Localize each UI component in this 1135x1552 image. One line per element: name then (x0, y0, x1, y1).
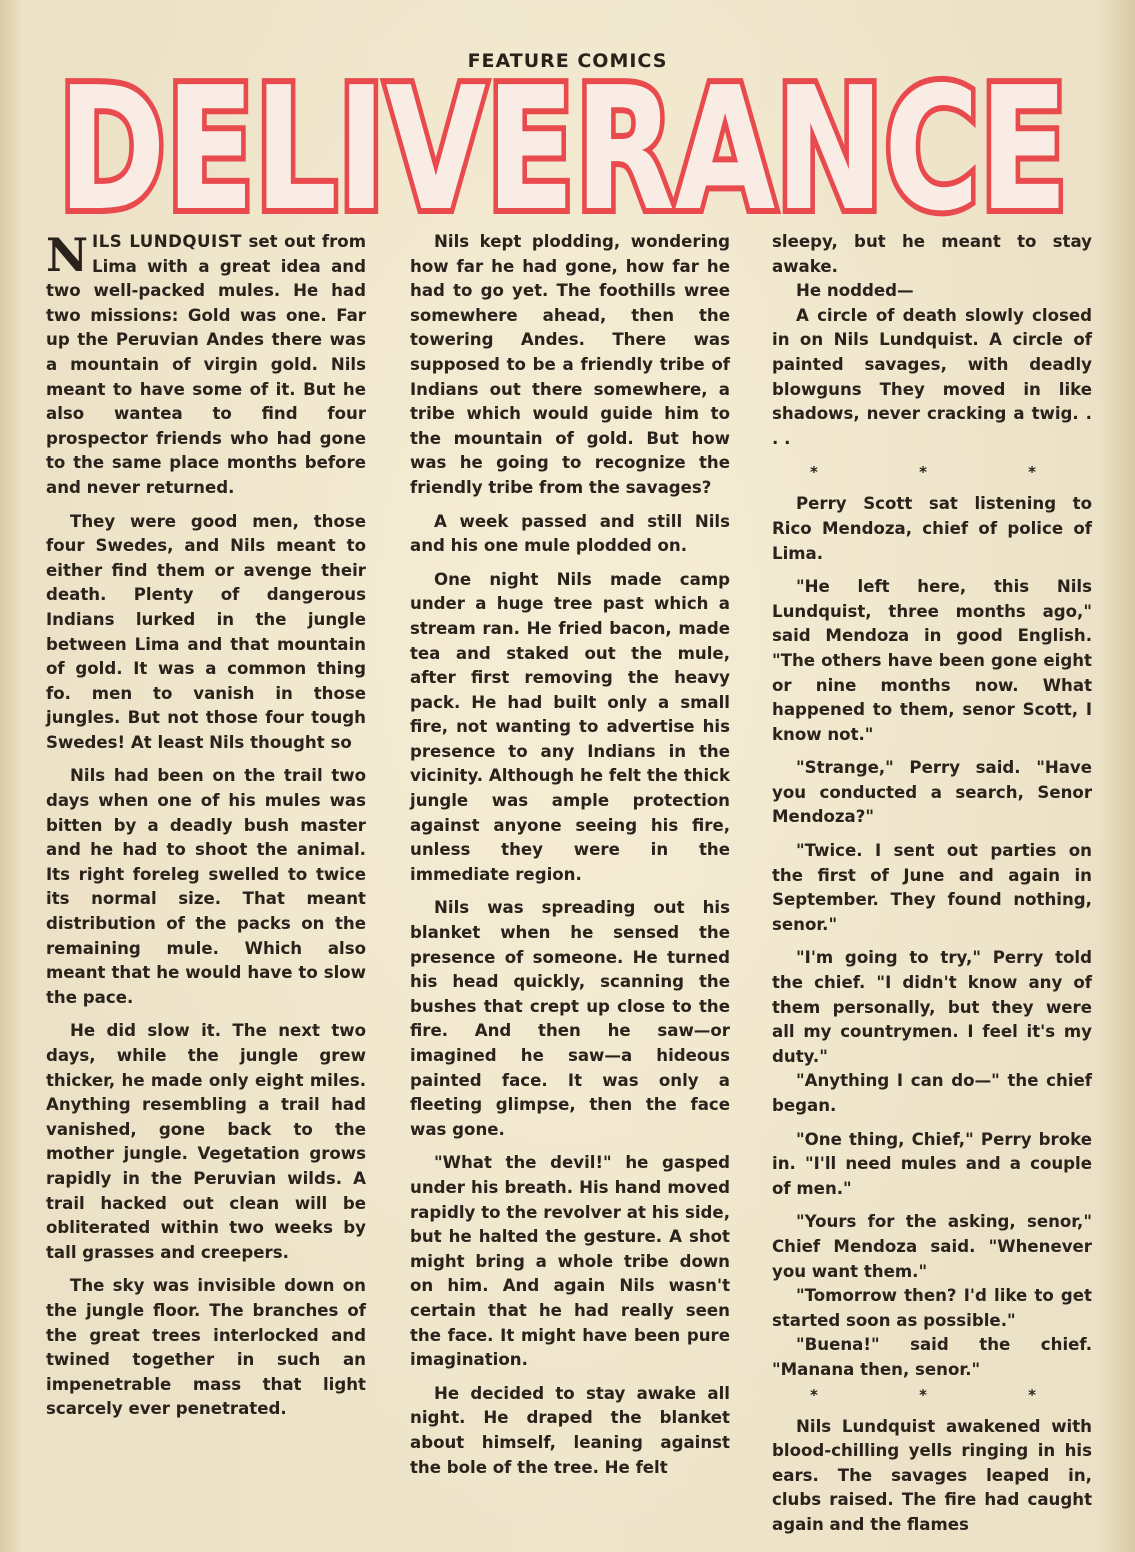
paragraph: He decided to stay awake all night. He draped the blanket about himself, leaning against the bole of the tree. He felt (410, 1383, 730, 1477)
paragraph: They were good men, those four Swedes, and Nils meant to either find them or avenge their death. Plenty of dangerous Indians lurked in the jungle between Lima and that mountain of gold. It was a common thing fo. men to vanish in those jungles. But not those four tough Swedes! At least Nils thought so (46, 511, 366, 752)
opening-caps: ILS LUNDQUIST (92, 232, 242, 251)
story-title-outline: DELIVERANCE (58, 58, 1068, 238)
text-column-3 (772, 230, 1092, 1547)
paragraph: "What the devil!" he gasped under his breath. His hand moved rapidly to the revolver at his side, but he halted the gesture. A shot might bring a whole tribe down on him. And again Nils wasn't certain that he had really seen the face. It might have been pure imagination. (410, 1153, 730, 1370)
paragraph: Nils had been on the trail two days when one of his mules was bitten by a deadly bush master and he had to shoot the animal. Its right foreleg swelled to twice its normal size. That meant distribution of the packs on the remaining mule. Which also meant that he would have to slow the pace. (46, 766, 366, 1007)
text-column-1 (46, 230, 366, 1431)
paragraph: He nodded— (796, 281, 914, 301)
section-separator: * * * (810, 463, 1084, 482)
paragraph: "Buena!" said the chief. "Manana then, senor." (772, 1335, 1092, 1379)
paragraph: "One thing, Chief," Perry broke in. "I'll need mules and a couple of men." (772, 1129, 1092, 1198)
story-body (46, 228, 1092, 1534)
paragraph-text: set out from Lima with a great idea and two well-packed mules. He had two missions: Gold was one. Far up the Peruvian Andes there was a mountain of virgin gold. Nils meant to have some of it. But he also wantea to find four prospector friends who had gone to the same place months before and never returned. (46, 232, 366, 497)
paragraph: Nils kept plodding, wondering how far he had gone, how far he had to go yet. The foothills wree somewhere ahead, then the towering Andes. There was supposed to be a friendly tribe of Indians out there somewhere, a tribe which would guide him to the mountain of gold. But how was he going to recognize the friendly tribe from the savages? (410, 232, 730, 497)
paragraph: "Anything I can do—" the chief began. (772, 1071, 1092, 1115)
paragraph: A circle of death slowly closed in on Nils Lundquist. A circle of painted savages, with deadly blowguns They moved in like shadows, never cracking a twig. . . . (772, 305, 1092, 448)
paragraph: Perry Scott sat listening to Rico Mendoza, chief of police of Lima. (772, 494, 1092, 563)
paragraph: "Tomorrow then? I'd like to get started soon as possible." (772, 1286, 1092, 1330)
paragraph: One night Nils made camp under a huge tree past which a stream ran. He fried bacon, made tea and staked out the mule, after first removing the heavy pack. He had built only a small fire, not wanting to advertise his presence to any Indians in the vicinity. Although he felt the thick jungle was ample protection against anyone seeing his fire, unless they were in the immediate region. (410, 569, 730, 884)
paragraph: "Yours for the asking, senor," Chief Mendoza said. "Whenever you want them." (772, 1212, 1092, 1281)
paragraph: A week passed and still Nils and his one mule plodded on. (410, 511, 730, 556)
paragraph: Nils was spreading out his blanket when he sensed the presence of someone. He turned his head quickly, scanning the bushes that crept up close to the fire. And then he saw—or imagined he saw—a hideous painted face. It was only a fleeting glimpse, then the face was gone. (410, 898, 730, 1139)
paragraph: He did slow it. The next two days, while the jungle grew thicker, he made only eight miles. Anything resembling a trail had vanished, gone back to the mother jungle. Vegetation grows rapidly in the Peruvian wilds. A trail hacked out clean will be obliterated within two weeks by tall grasses and creepers. (46, 1021, 366, 1262)
paragraph: "I'm going to try," Perry told the chief. "I didn't know any of them personally, but they were all my countrymen. I feel it's my duty." (772, 948, 1092, 1066)
paragraph: Nils Lundquist awakened with blood-chilling yells ringing in his ears. The savages leaped in, clubs raised. The fire had caught again and the flames (772, 1416, 1092, 1534)
paragraph (46, 230, 366, 501)
paragraph: The sky was invisible down on the jungle floor. The branches of the great trees interlocked and twined together in such an impenetrable mass that light scarcely ever penetrated. (46, 1276, 366, 1419)
paragraph: "Twice. I sent out parties on the first of June and again in September. They found nothing, senor." (772, 841, 1092, 934)
section-separator: * * * (810, 1385, 1084, 1404)
story-title (48, 58, 1078, 238)
text-column-2 (410, 230, 730, 1489)
series-title: FEATURE COMICS (467, 50, 668, 72)
paragraph: "Strange," Perry said. "Have you conducted a search, Senor Mendoza?" (772, 758, 1092, 827)
paragraph: "He left here, this Nils Lundquist, three months ago," said Mendoza in good English. "The others have been gone eight or nine months now. What happened to them, senor Scott, I know not." (772, 577, 1092, 744)
story-title-text: DELIVERANCE (58, 58, 1068, 238)
drop-cap: N (46, 228, 89, 282)
paragraph: sleepy, but he meant to stay awake. (772, 232, 1092, 276)
